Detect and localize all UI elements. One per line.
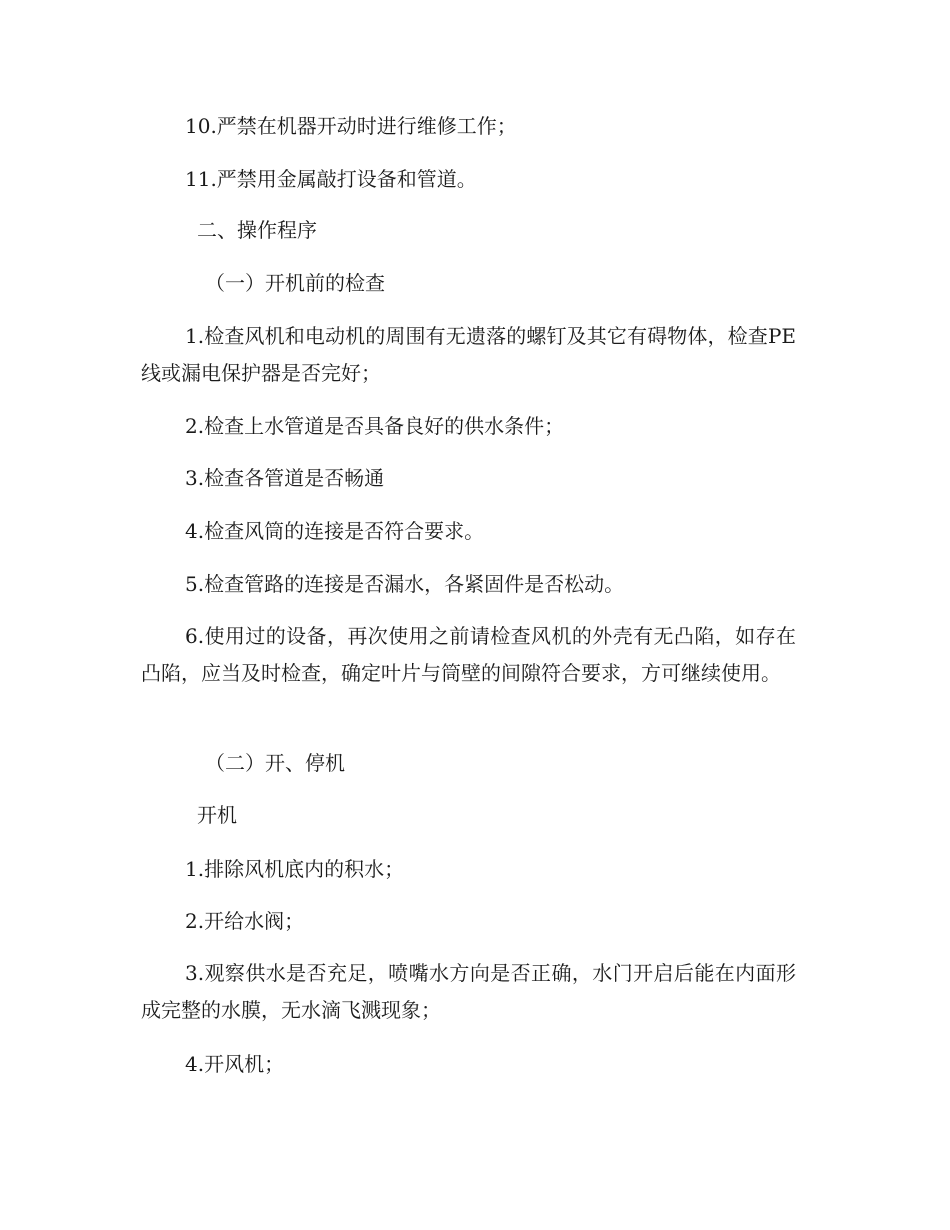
paragraph-check-2: 2.检查上水管道是否具备良好的供水条件；	[185, 414, 565, 438]
paragraph-check-3: 3.检查各管道是否畅通	[185, 466, 385, 490]
paragraph-check-6: 6.使用过的设备，再次使用之前请检查风机的外壳有无凸陷，如存在凸陷，应当及时检查，确定叶片与筒壁的间隙符合要求，方可继续使用。	[141, 624, 796, 685]
section-heading-operation: 二、操作程序	[197, 218, 317, 242]
subsection-heading-start-stop: （二）开、停机	[205, 751, 345, 775]
paragraph-rule-10: 10.严禁在机器开动时进行维修工作；	[185, 114, 517, 138]
heading-start: 开机	[197, 803, 237, 827]
paragraph-check-4: 4.检查风筒的连接是否符合要求。	[185, 519, 485, 543]
paragraph-start-1: 1.排除风机底内的积水；	[185, 857, 405, 881]
paragraph-start-4: 4.开风机；	[185, 1052, 285, 1076]
paragraph-rule-11: 11.严禁用金属敲打设备和管道。	[185, 167, 477, 191]
paragraph-start-2: 2.开给水阀；	[185, 909, 305, 933]
paragraph-check-1: 1.检查风机和电动机的周围有无遗落的螺钉及其它有碍物体，检查PE线或漏电保护器是否完好；	[141, 324, 796, 385]
paragraph-start-3: 3.观察供水是否充足，喷嘴水方向是否正确，水门开启后能在内面形成完整的水膜，无水滴飞溅现象；	[141, 961, 796, 1022]
subsection-heading-precheck: （一）开机前的检查	[205, 271, 385, 295]
paragraph-check-5: 5.检查管路的连接是否漏水，各紧固件是否松动。	[185, 572, 625, 596]
